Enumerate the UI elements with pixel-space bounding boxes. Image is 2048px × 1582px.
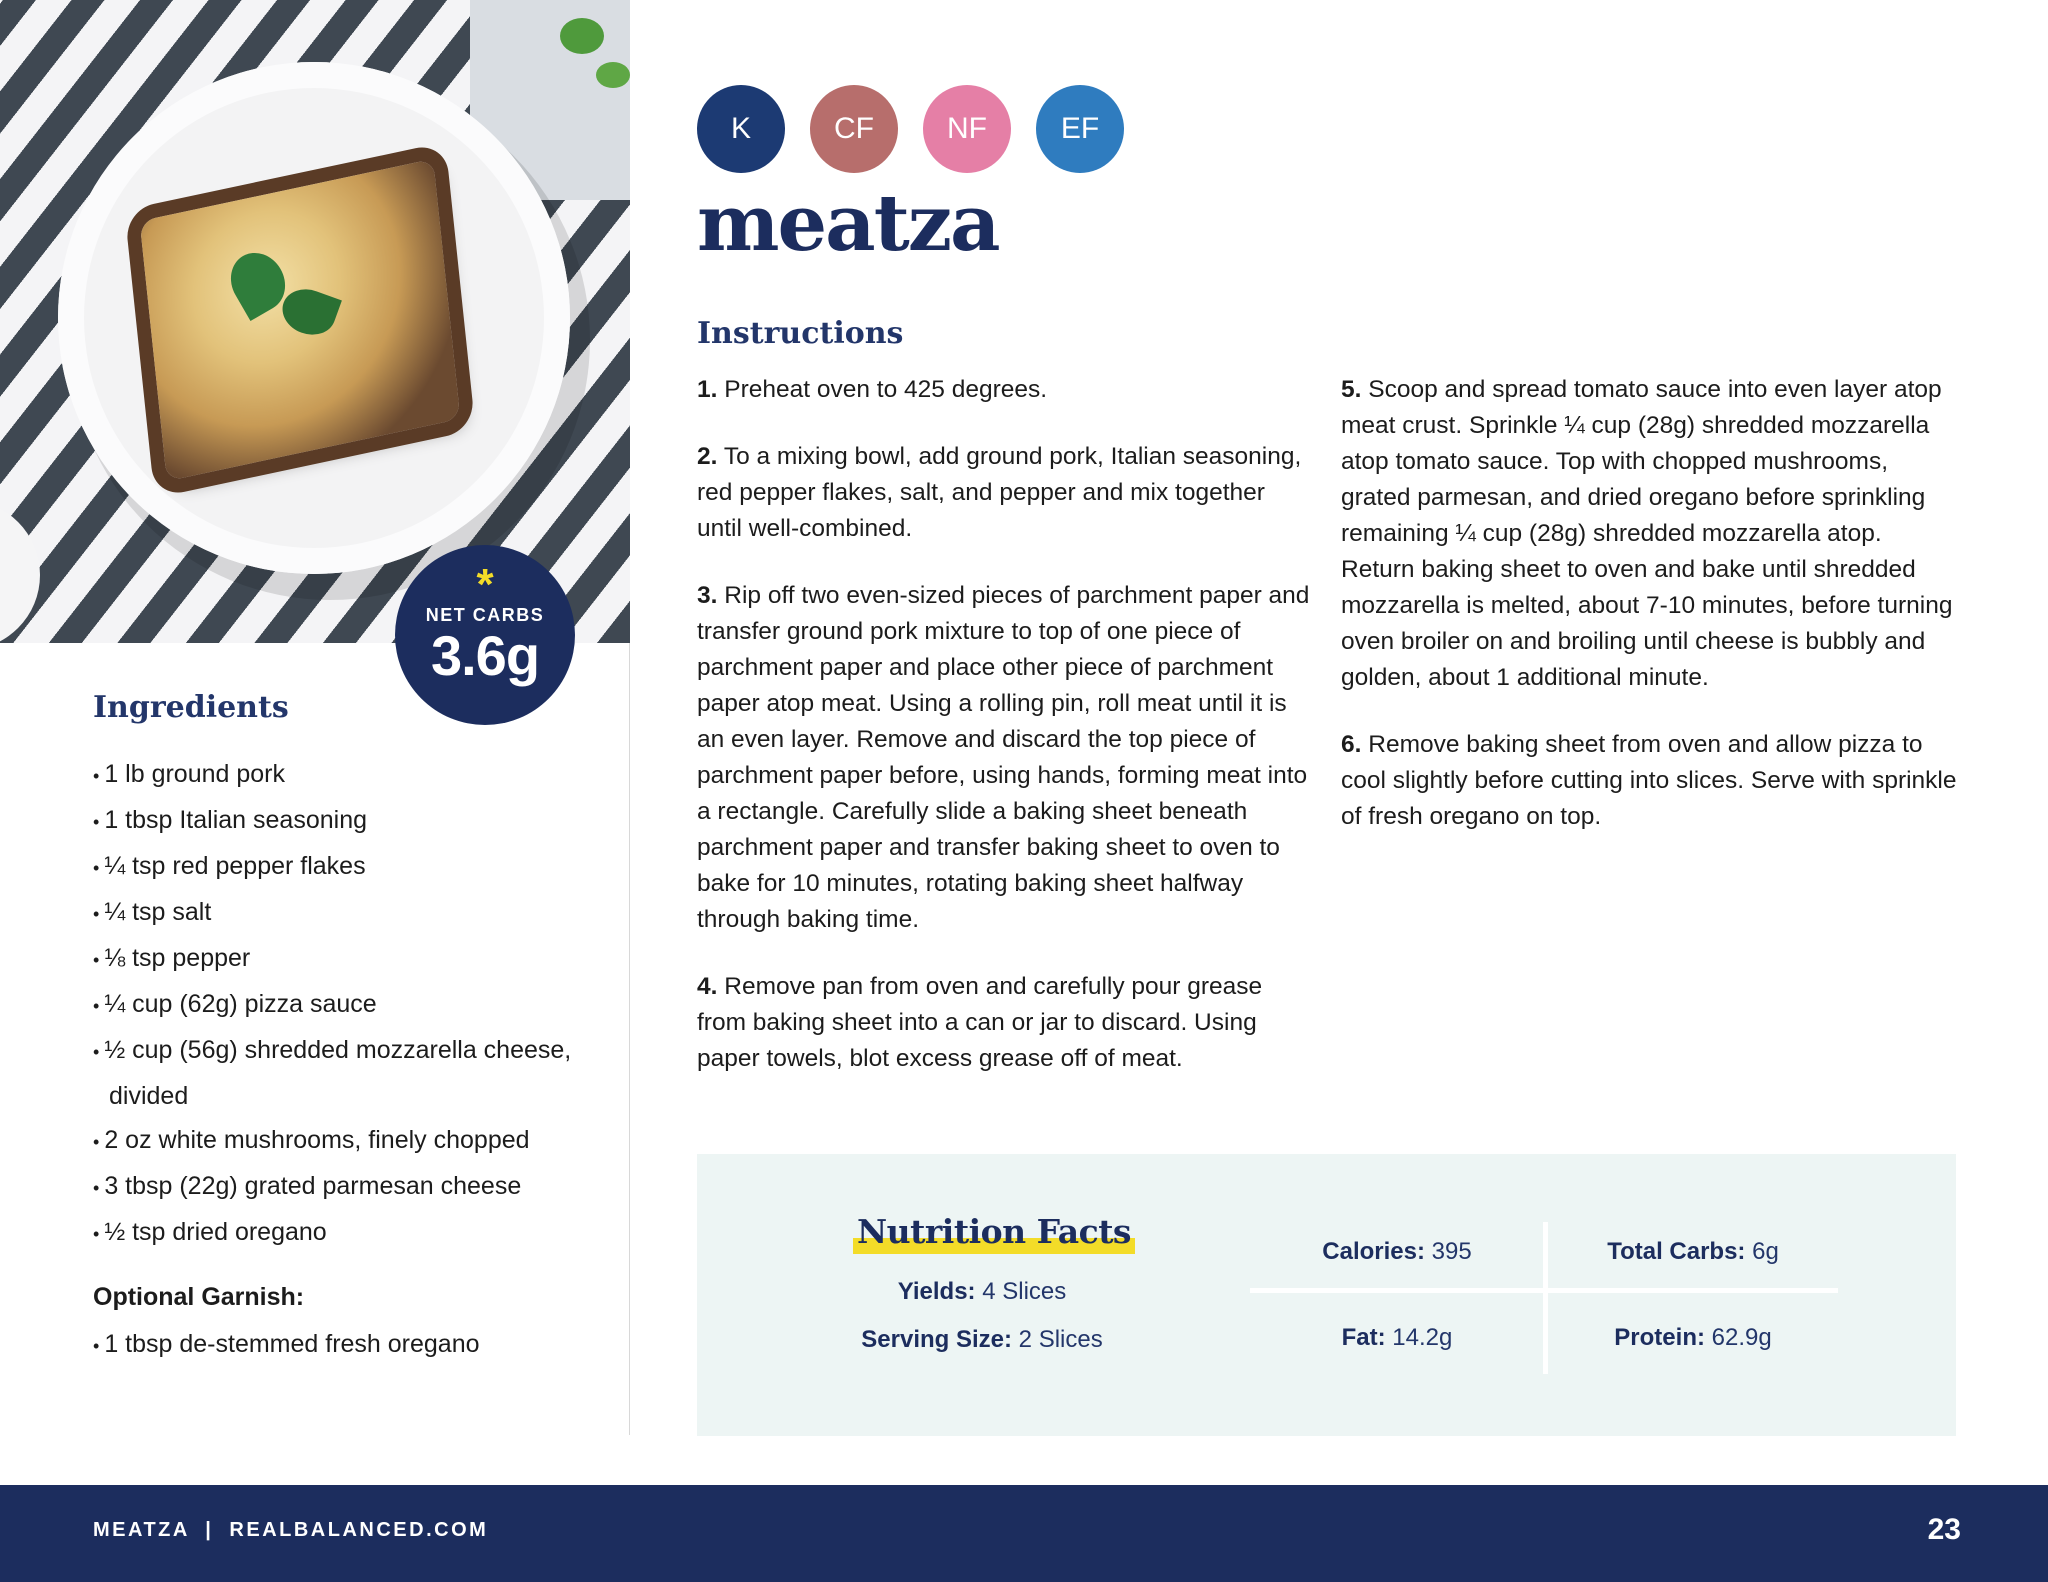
serving-size-label: Serving Size: [861,1326,1012,1353]
grid-divider-horizontal [1250,1288,1838,1293]
diet-tags [697,85,1124,173]
herb-leaf [596,62,630,88]
instruction-step [1341,372,1961,696]
step-number: 5. [1341,376,1362,403]
diet-tag-nut-free: NF [923,85,1011,173]
step-number: 1. [697,376,718,403]
step-text: Remove pan from oven and carefully pour grease from baking sheet into a can or jar to discard. Using paper towels, blot excess grease off of meat. [697,973,1263,1072]
ingredient-item: • ⅛ tsp pepper [93,936,613,982]
step-text: To a mixing bowl, add ground pork, Italian seasoning, red pepper flakes, salt, and pepper and mix together until well-combined. [697,443,1302,542]
step-text: Preheat oven to 425 degrees. [724,376,1048,403]
instruction-step [697,439,1312,547]
diet-tag-coconut-free: CF [810,85,898,173]
serving-size-value: 2 Slices [1018,1326,1103,1353]
ingredient-item: • 1 tbsp Italian seasoning [93,798,613,844]
yields-value: 4 Slices [982,1278,1067,1305]
total-carbs-label: Total Carbs: [1607,1238,1746,1265]
column-divider [629,643,630,1435]
nutrition-heading: Nutrition Facts [857,1212,1131,1251]
step-number: 3. [697,582,718,609]
ingredient-item: • ¼ cup (62g) pizza sauce [93,982,613,1028]
ingredient-item: • ½ cup (56g) shredded mozzarella cheese, divided [93,1028,613,1118]
instruction-step [697,578,1312,938]
calories-cell [1250,1238,1544,1266]
instruction-step [1341,727,1961,835]
step-text: Scoop and spread tomato sauce into even layer atop meat crust. Sprinkle ¼ cup (28g) shredded mozzarella atop tomato sauce. Top with chopped mushrooms, grated parmesan, and dried oregano before sprinkling remaining ¼ cup (28g) shredded mozzarella atop. Return baking sheet to oven and bake until shredded mozzarella is melted, about 7-10 minutes, before turning oven broiler on and broiling until cheese is bubbly and golden, about 1 additional minute. [1341,376,1953,691]
fat-cell [1250,1324,1544,1352]
ingredient-item: • 3 tbsp (22g) grated parmesan cheese [93,1164,613,1210]
total-carbs-cell [1546,1238,1840,1266]
garnish-item: • 1 tbsp de-stemmed fresh oregano [93,1322,480,1368]
footer-site-label: MEATZA | REALBALANCED.COM [93,1519,489,1541]
net-carbs-value: 3.6g [430,624,540,687]
net-carbs-badge [395,545,575,725]
ingredient-item: • 2 oz white mushrooms, finely chopped [93,1118,613,1164]
ingredient-item: • ½ tsp dried oregano [93,1210,613,1256]
recipe-photo [0,0,630,643]
nutrition-grid [1250,1222,1838,1374]
diet-tag-keto: K [697,85,785,173]
ingredients-heading: Ingredients [93,690,289,725]
page-footer [0,1485,2048,1582]
herb-leaf [560,18,604,54]
step-number: 2. [697,443,718,470]
step-number: 4. [697,973,718,1000]
step-text: Remove baking sheet from oven and allow pizza to cool slightly before cutting into slices. Serve with sprinkle of fresh oregano on top. [1341,731,1957,830]
star-icon: * [476,560,494,609]
yields-line [697,1278,1267,1306]
step-text: Rip off two even-sized pieces of parchment paper and transfer ground pork mixture to top of one piece of parchment paper and place other piece of parchment paper atop meat. Using a rolling pin, roll meat until it is an even layer. Remove and discard the top piece of parchment paper before, using hands, forming meat into a rectangle. Carefully slide a baking sheet beneath parchment paper and transfer baking sheet to oven to bake for 10 minutes, rotating baking sheet halfway through baking time. [697,582,1310,933]
instructions-column-2 [1341,372,1961,866]
ingredient-item: • ¼ tsp red pepper flakes [93,844,613,890]
instructions-column-1 [697,372,1312,1108]
calories-value: 395 [1431,1238,1472,1265]
recipe-title: meatza [697,178,999,269]
fat-label: Fat: [1341,1324,1386,1351]
net-carbs-label: NET CARBS [425,605,545,625]
total-carbs-value: 6g [1752,1238,1779,1265]
instruction-step [697,372,1312,408]
instruction-step [697,969,1312,1077]
protein-value: 62.9g [1711,1324,1772,1351]
ingredient-item: • 1 lb ground pork [93,752,613,798]
yields-label: Yields: [897,1278,976,1305]
nutrition-panel [697,1154,1956,1436]
protein-cell [1546,1324,1840,1352]
protein-label: Protein: [1614,1324,1705,1351]
serving-size-line [697,1326,1267,1354]
ingredients-list [93,752,613,1256]
garnish-heading: Optional Garnish: [93,1283,305,1311]
side-plate [0,500,40,643]
garnish-list [93,1322,480,1368]
calories-label: Calories: [1322,1238,1425,1265]
ingredient-item: • ¼ tsp salt [93,890,613,936]
fat-value: 14.2g [1392,1324,1453,1351]
step-number: 6. [1341,731,1362,758]
page-number: 23 [1927,1513,1961,1546]
diet-tag-egg-free: EF [1036,85,1124,173]
instructions-heading: Instructions [697,316,904,351]
